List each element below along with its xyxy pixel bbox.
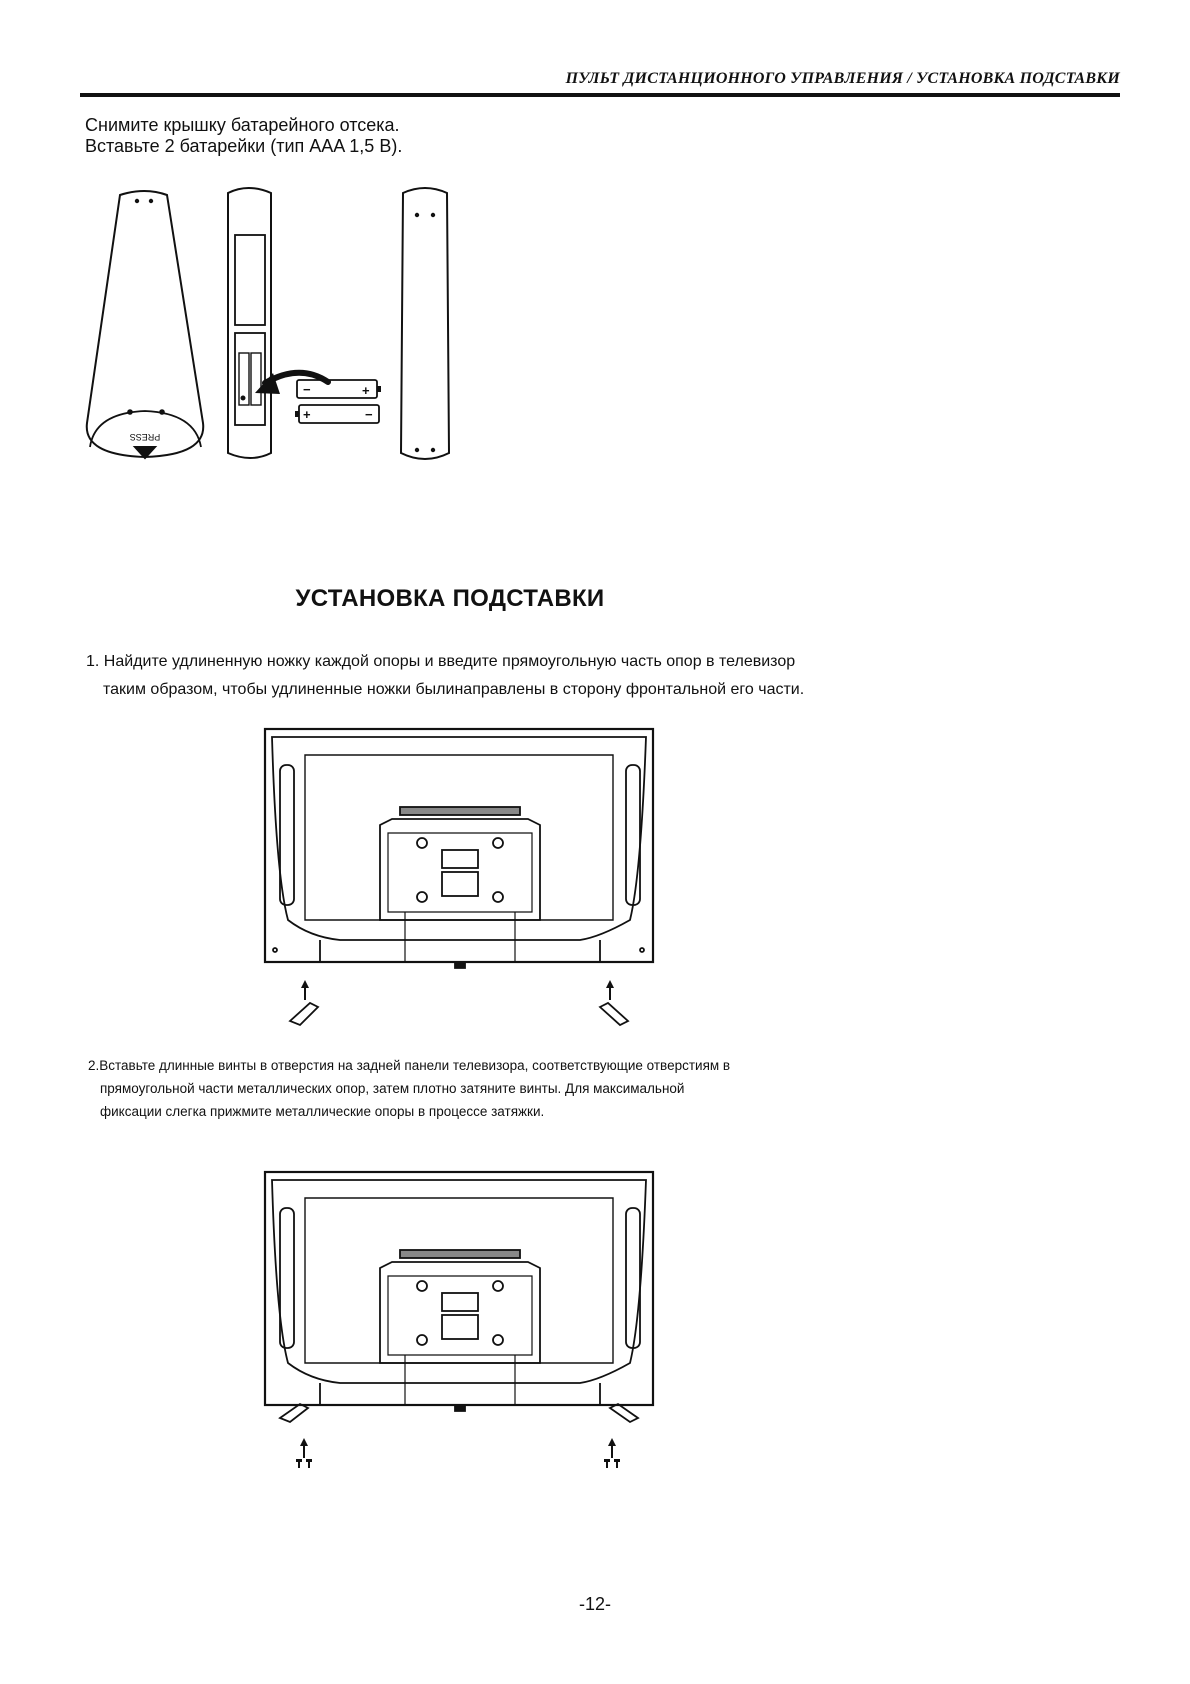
header-title: ПУЛЬТ ДИСТАНЦИОННОГО УПРАВЛЕНИЯ / УСТАНОВКА ПОДСТАВКИ — [565, 70, 1120, 87]
tv-stand-figure-2 — [260, 1168, 660, 1468]
page-number: -12- — [578, 1594, 611, 1614]
remote-cover-view — [87, 191, 203, 458]
battery-icon — [295, 405, 379, 423]
svg-text:−: − — [303, 382, 311, 397]
screw-icon — [296, 1459, 620, 1468]
remote-side-view — [401, 188, 449, 459]
section-title: УСТАНОВКА ПОДСТАВКИ — [295, 585, 605, 612]
step-2-line-2: прямоугольной части металлических опор, затем плотно затяните винты. Для максимальной — [100, 1081, 685, 1096]
svg-text:+: + — [303, 407, 311, 422]
step-2-line-3: фиксации слегка прижмите металлические опоры в процессе затяжки. — [100, 1104, 545, 1119]
remote-open-view — [228, 188, 271, 458]
intro-line-1: Снимите крышку батарейного отсека. — [85, 115, 400, 135]
intro-line-2: Вставьте 2 батарейки (тип AAA 1,5 В). — [85, 136, 403, 156]
step-2-line-1: 2.Вставьте длинные винты в отверстия на задней панели телевизора, соответствующие отверстиям в — [88, 1058, 731, 1073]
intro-text — [85, 115, 402, 157]
step-1-text — [86, 648, 804, 704]
remote-battery-figure — [85, 185, 505, 470]
tv-stand-figure-1 — [260, 725, 660, 1030]
step-2-text — [88, 1054, 730, 1123]
svg-text:+: + — [362, 383, 370, 398]
step-1-line-1: 1. Найдите удлиненную ножку каждой опоры и введите прямоугольную часть опор в телевизор — [86, 653, 796, 670]
header-rule — [80, 93, 1120, 97]
battery-icon — [297, 380, 381, 398]
step-1-line-2: таким образом, чтобы удлиненные ножки былинаправлены в сторону фронтальной его части. — [103, 681, 805, 698]
svg-text:−: − — [365, 407, 373, 422]
press-label: PRESS — [129, 432, 161, 442]
